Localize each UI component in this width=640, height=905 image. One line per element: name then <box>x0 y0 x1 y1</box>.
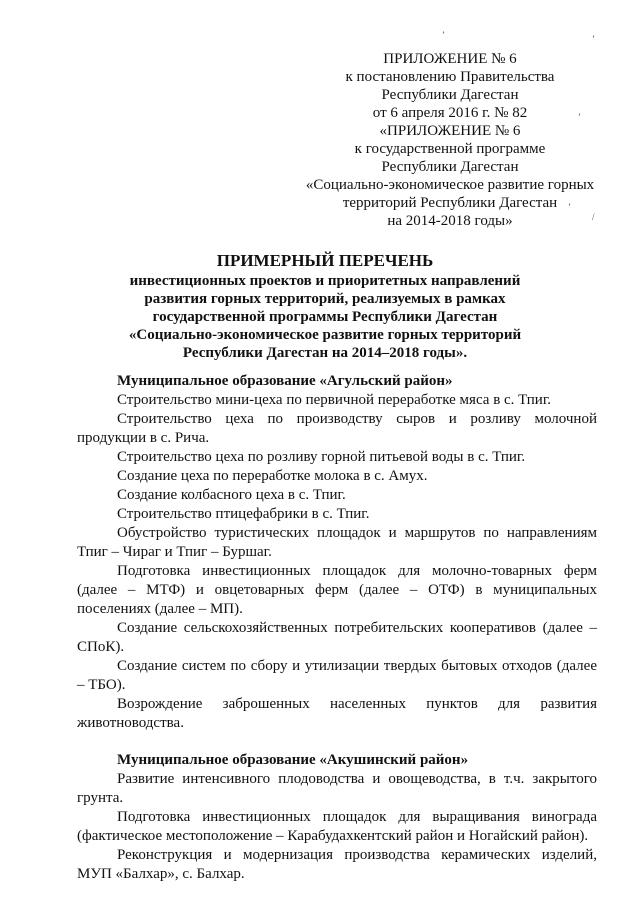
list-item: Строительство мини-цеха по первичной переработке мяса в с. Тпиг. <box>117 392 552 408</box>
section-gap <box>77 733 597 751</box>
list-item: Создание колбасного цеха в с. Тпиг. <box>117 487 346 503</box>
appendix-line: «Социально-экономическое развитие горных <box>305 177 595 193</box>
list-item: Развитие интенсивного плодоводства и овощеводства, в т.ч. закрытого грунта. <box>77 771 597 806</box>
title-main: ПРИМЕРНЫЙ ПЕРЕЧЕНЬ <box>216 251 434 270</box>
title-line: инвестиционных проектов и приоритетных направлений <box>129 273 521 289</box>
appendix-line: ПРИЛОЖЕНИЕ № 6 <box>383 51 517 67</box>
title-line: развития горных территорий, реализуемых в рамках <box>144 291 506 307</box>
list-item: Создание цеха по переработке молока в с. Амух. <box>117 468 428 484</box>
list-item: Создание систем по сбору и утилизации твердых бытовых отходов (далее – ТБО). <box>77 658 597 693</box>
list-item: Реконструкция и модернизация производства керамических изделий, МУП «Балхар», с. Балхар. <box>77 847 597 882</box>
scan-mark: ʼ <box>592 34 595 44</box>
scan-mark: ʼ <box>568 202 571 212</box>
list-item: Возрождение заброшенных населенных пунктов для развития животноводства. <box>77 696 597 731</box>
document-title <box>60 250 590 362</box>
appendix-line: территорий Республики Дагестан <box>342 195 558 211</box>
list-item: Подготовка инвестиционных площадок для выращивания винограда (фактическое местоположение – Карабудахкентский район и Ногайский район). <box>77 809 597 844</box>
scan-mark: ʼ <box>442 30 445 40</box>
appendix-header <box>300 50 600 230</box>
list-item: Подготовка инвестиционных площадок для молочно-товарных ферм (далее – МТФ) и овцетоварных ферм (далее – ОТФ) в муниципальных поселениях (далее – МП). <box>77 563 597 617</box>
section-heading: Муниципальное образование «Агульский район» <box>117 373 453 389</box>
appendix-line: Республики Дагестан <box>381 87 519 103</box>
title-line: Республики Дагестан на 2014–2018 годы». <box>182 345 468 361</box>
list-item: Строительство цеха по производству сыров и розливу молочной продукции в с. Рича. <box>77 411 597 446</box>
scan-mark: ʼ <box>578 112 581 122</box>
list-item: Строительство цеха по розливу горной питьевой воды в с. Тпиг. <box>117 449 526 465</box>
section-heading: Муниципальное образование «Акушинский район» <box>117 752 469 768</box>
title-line: государственной программы Республики Дагестан <box>152 309 498 325</box>
document-body <box>77 372 597 884</box>
appendix-line: от 6 апреля 2016 г. № 82 <box>372 105 528 121</box>
appendix-line: «ПРИЛОЖЕНИЕ № 6 <box>379 123 521 139</box>
appendix-line: к постановлению Правительства <box>345 69 555 85</box>
title-line: «Социально-экономическое развитие горных территорий <box>128 327 522 343</box>
appendix-line: на 2014-2018 годы» <box>387 213 513 229</box>
list-item: Строительство птицефабрики в с. Тпиг. <box>117 506 370 522</box>
appendix-line: к государственной программе <box>354 141 546 157</box>
list-item: Обустройство туристических площадок и маршрутов по направлениям Тпиг – Чираг и Тпиг – Буршаг. <box>77 525 597 560</box>
list-item: Создание сельскохозяйственных потребительских кооперативов (далее – СПоК). <box>77 620 597 655</box>
appendix-line: Республики Дагестан <box>381 159 519 175</box>
scan-mark: / <box>592 212 595 222</box>
